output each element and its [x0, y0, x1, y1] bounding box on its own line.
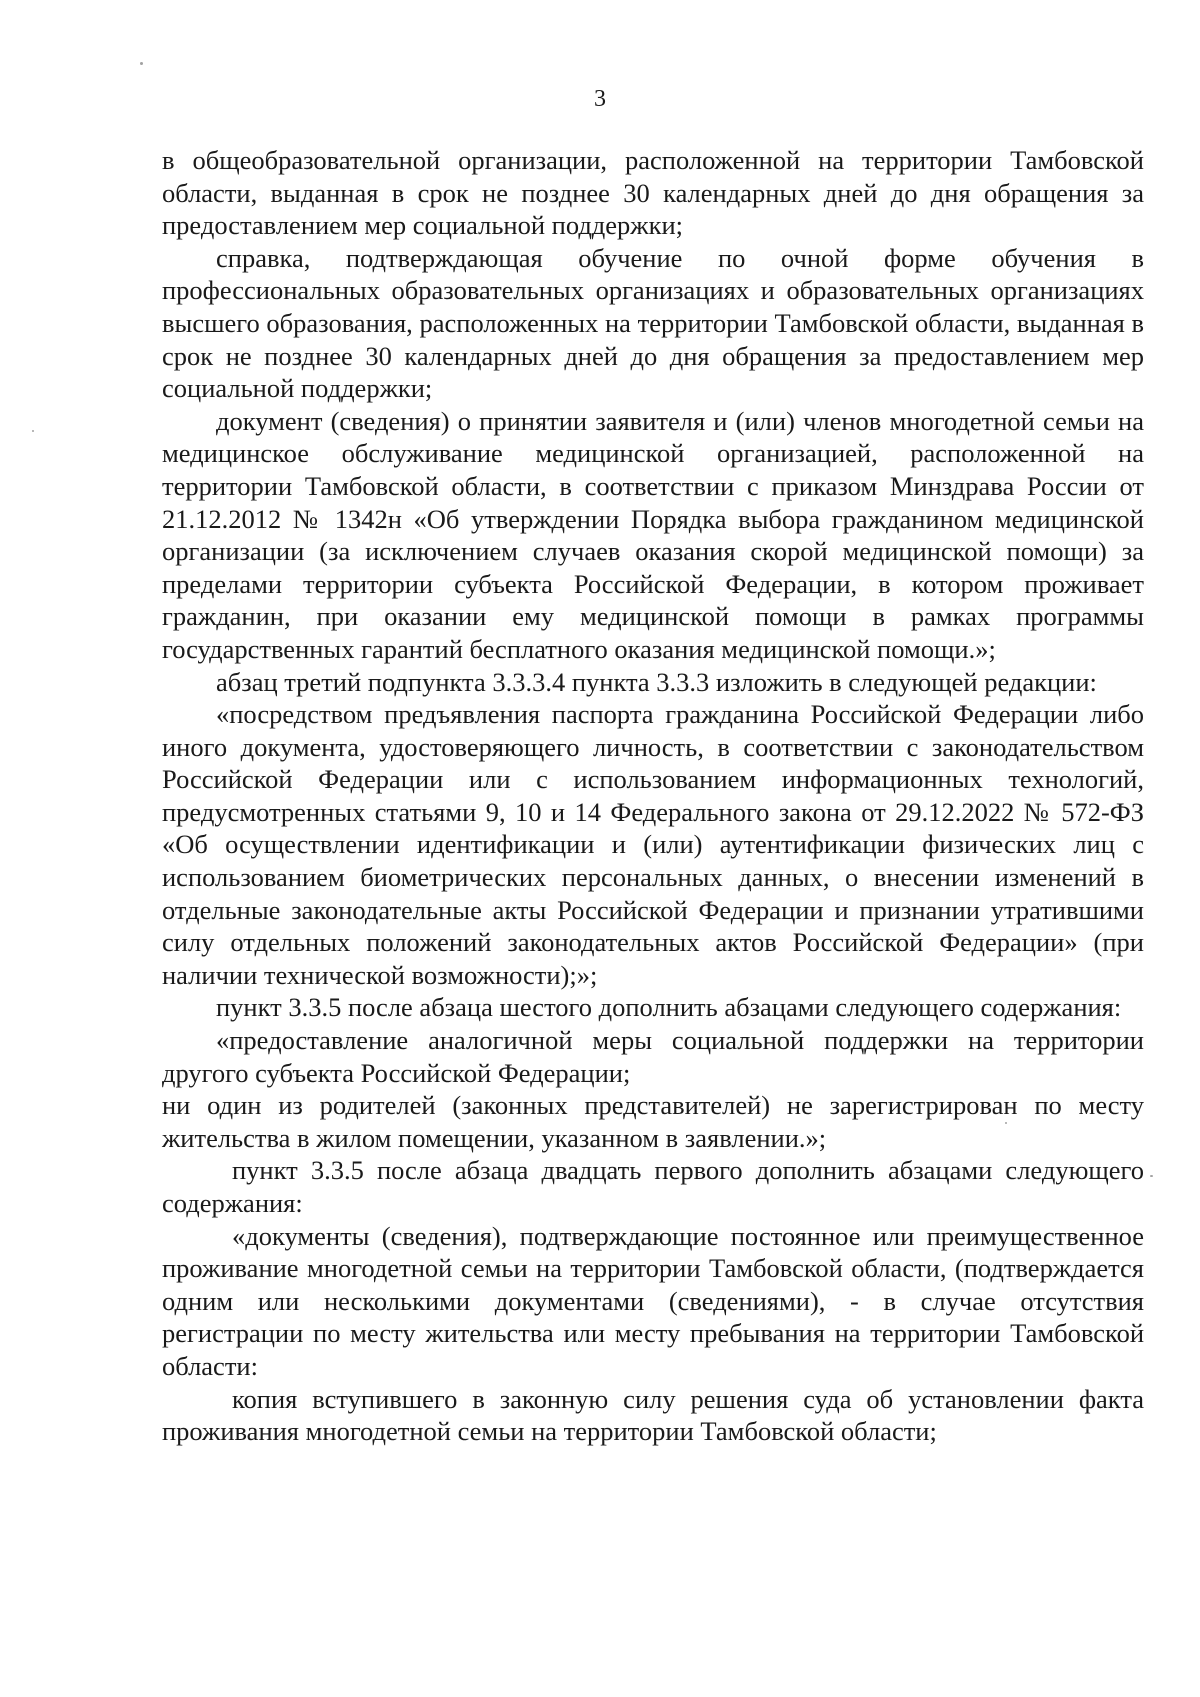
- paragraph: «предоставление аналогичной меры социальной поддержки на территории другого субъекта Российской Федерации;: [162, 1025, 1144, 1088]
- paragraph: документ (сведения) о принятии заявителя и (или) членов многодетной семьи на медицинское обслуживание медицинской организацией, расположенной на территории Тамбовской области, в соответствии с приказом Минздрава России от 21.12.2012 № 1342н «Об утверждении Порядка выбора гражданином медицинской организации (за исключением случаев оказания скорой медицинской помощи) за пределами территории субъекта Российской Федерации, в котором проживает гражданин, при оказании ему медицинской помощи в рамках программы государственных гарантий бесплатного оказания медицинской помощи.»;: [162, 405, 1144, 664]
- paragraph: ни один из родителей (законных представителей) не зарегистрирован по месту жительства в жилом помещении, указанном в заявлении.»;: [162, 1090, 1144, 1153]
- scan-speck: [1005, 1122, 1007, 1124]
- paragraph: пункт 3.3.5 после абзаца шестого дополнить абзацами следующего содержания:: [216, 992, 1122, 1023]
- paragraph: абзац третий подпункта 3.3.3.4 пункта 3.3.3 изложить в следующей редакции:: [216, 666, 1097, 697]
- scan-speck: [32, 430, 34, 432]
- scan-speck: [1150, 1175, 1153, 1177]
- paragraph: в общеобразовательной организации, расположенной на территории Тамбовской области, выданная в срок не позднее 30 календарных дней до дня обращения за предоставлением мер социальной поддержки;: [162, 145, 1144, 241]
- scan-speck: [140, 62, 143, 65]
- paragraph: «документы (сведения), подтверждающие постоянное или преимущественное проживание многодетной семьи на территории Тамбовской области, (подтверждается одним или несколькими документами (сведениями), - в случае отсутствия регистрации по месту жительства или месту пребывания на территории Тамбовской области:: [162, 1220, 1144, 1381]
- paragraph: копия вступившего в законную силу решения суда об установлении факта проживания многодетной семьи на территории Тамбовской области;: [162, 1383, 1144, 1447]
- paragraph: справка, подтверждающая обучение по очной форме обучения в профессиональных образовательных организациях и образовательных организациях высшего образования, расположенных на территории Тамбовской области, выданная в срок не позднее 30 календарных дней до дня обращения за предоставлением мер социальной поддержки;: [162, 242, 1144, 404]
- document-body: [162, 144, 1144, 1448]
- paragraph: «посредством предъявления паспорта гражданина Российской Федерации либо иного документа, удостоверяющего личность, в соответствии с законодательством Российской Федерации или с использованием информационных технологий, предусмотренных статьями 9, 10 и 14 Федерального закона от 29.12.2022 № 572-ФЗ «Об осуществлении идентификации и (или) аутентификации физических лиц с использованием биометрических персональных данных, о внесении изменений в отдельные законодательные акты Российской Федерации и признании утратившими силу отдельных положений законодательных актов Российской Федерации» (при наличии технической возможности);»;: [162, 699, 1144, 990]
- page-number: 3: [594, 86, 606, 112]
- paragraph: пункт 3.3.5 после абзаца двадцать первого дополнить абзацами следующего содержания:: [162, 1155, 1144, 1218]
